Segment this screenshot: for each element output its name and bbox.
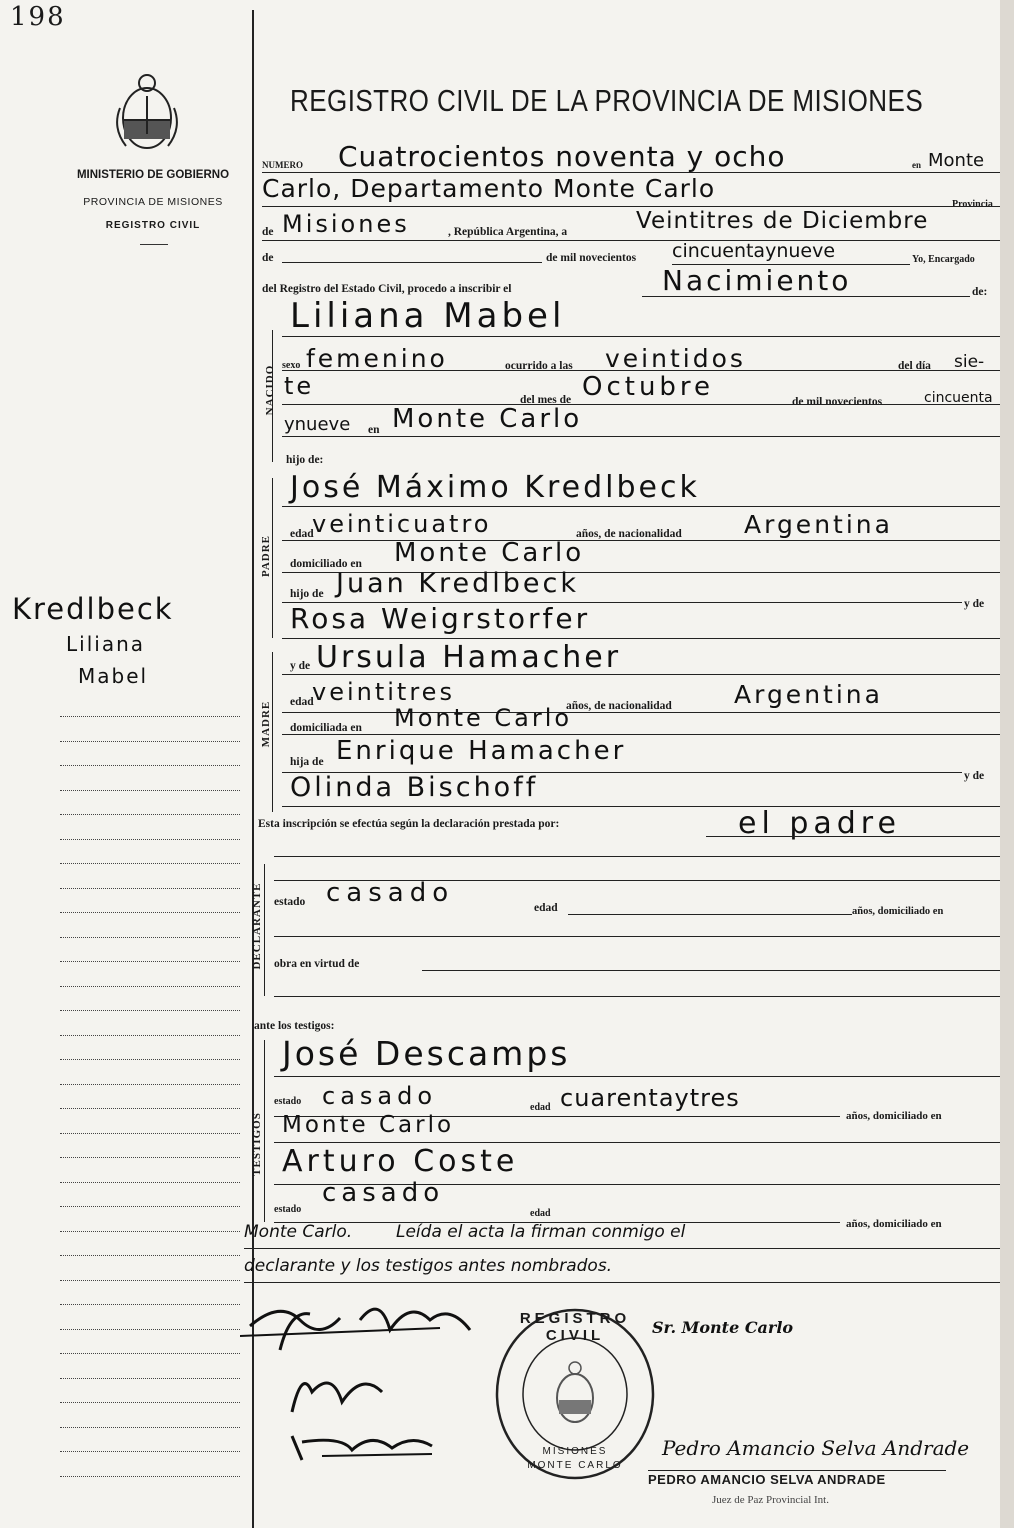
margin-name-2: Mabel: [78, 664, 149, 688]
value-dia-1: sie-: [954, 352, 985, 372]
province-label: PROVINCIA DE MISIONES: [83, 196, 223, 208]
value-sexo: femenino: [306, 344, 448, 373]
seal-city-text: MONTE CARLO: [527, 1460, 623, 1471]
testigo2-estado: casado: [322, 1178, 445, 1208]
margin-line: [60, 888, 240, 889]
margin-line: [60, 1476, 240, 1477]
label-anos-dom-t1: años, domiciliado en: [846, 1110, 942, 1122]
margin-line: [60, 1353, 240, 1354]
label-edad-padre: edad: [290, 528, 314, 540]
label-hijo-de: hijo de:: [286, 454, 324, 466]
seal-top-text: REGISTRO CIVIL: [519, 1310, 631, 1344]
margin-line: [60, 1402, 240, 1403]
value-hora: veintidos: [605, 344, 746, 373]
madre-edad: veintitres: [312, 678, 455, 706]
margin-line: [60, 1255, 240, 1256]
madre-nacionalidad: Argentina: [734, 680, 883, 709]
label-declarante: DECLARANTE: [251, 882, 263, 970]
margin-line: [60, 1157, 240, 1158]
madre-madre: Olinda Bischoff: [290, 772, 539, 803]
label-de-1: de: [262, 226, 274, 238]
label-inscripcion: Esta inscripción se efectúa según la declaración prestada por:: [258, 818, 560, 830]
label-hijo-de-padre: hijo de: [290, 588, 324, 600]
testigo1-nombre: José Descamps: [282, 1034, 571, 1073]
value-anio-nac-2: ynueve: [284, 414, 351, 435]
label-anos-dom-t2: años, domiciliado en: [846, 1218, 942, 1230]
margin-line: [60, 839, 240, 840]
signatory-role: Juez de Paz Provincial Int.: [712, 1494, 829, 1506]
margin-line: [60, 1427, 240, 1428]
value-nombre: Liliana Mabel: [290, 296, 566, 336]
padre-madre: Rosa Weigrstorfer: [290, 602, 591, 635]
cierre-linea-1: Leída el acta la firman conmigo el: [396, 1222, 686, 1242]
margin-line: [60, 1304, 240, 1305]
margin-line: [60, 814, 240, 815]
value-declarante-por: el padre: [738, 806, 901, 841]
value-anio-nac-1: cincuenta: [924, 390, 993, 406]
value-tipo: Nacimiento: [662, 264, 852, 297]
margin-line: [60, 1084, 240, 1085]
margin-line: [60, 1206, 240, 1207]
right-edge: [1000, 0, 1014, 1528]
margin-line: [60, 1133, 240, 1134]
cierre-linea-2: declarante y los testigos antes nombrados.: [244, 1256, 613, 1276]
margin-line: [60, 716, 240, 717]
margin-line: [60, 1108, 240, 1109]
divider: [140, 244, 168, 245]
value-anio: cincuentaynueve: [672, 240, 836, 262]
padre-edad: veinticuatro: [312, 510, 492, 538]
page-number: 198: [10, 2, 66, 32]
label-estado-t2: estado: [274, 1204, 302, 1215]
value-provincia: Misiones: [282, 210, 410, 238]
label-del-registro: del Registro del Estado Civil, procedo a inscribir el: [262, 283, 512, 295]
coat-of-arms-icon: [112, 68, 182, 163]
margin-line: [60, 912, 240, 913]
testigo2-domicilio: Monte Carlo.: [244, 1222, 353, 1242]
value-lugar-2: Carlo, Departamento Monte Carlo: [262, 174, 716, 203]
padre-nacionalidad: Argentina: [744, 510, 893, 539]
label-provincia: Provincia: [952, 199, 993, 210]
label-domiciliado-padre: domiciliado en: [290, 558, 362, 570]
value-estado-declarante: casado: [326, 878, 455, 908]
value-lugar-nac: Monte Carlo: [392, 404, 583, 434]
label-anos-dom-declarante: años, domiciliado en: [852, 906, 944, 917]
label-anos-nac-madre: años, de nacionalidad: [566, 700, 672, 712]
label-de-colon: de:: [972, 286, 988, 298]
value-lugar-1: Monte: [928, 150, 985, 171]
margin-line: [60, 1035, 240, 1036]
margin-line: [60, 986, 240, 987]
signatory-name: PEDRO AMANCIO SELVA ANDRADE: [648, 1472, 886, 1487]
margin-line: [60, 765, 240, 766]
margin-line: [60, 1451, 240, 1452]
label-republica: , República Argentina, a: [448, 226, 568, 238]
office-label: REGISTRO CIVIL: [105, 220, 201, 231]
margin-line: [60, 1010, 240, 1011]
registro-civil-seal: [492, 1306, 658, 1482]
label-ante-testigos: ante los testigos:: [254, 1020, 335, 1032]
signature-testigo-2: [282, 1416, 452, 1466]
padre-nombre: José Máximo Kredlbeck: [290, 470, 700, 505]
margin-line: [60, 1280, 240, 1281]
value-dia-2: te: [284, 372, 315, 400]
label-de-2: de: [262, 252, 274, 264]
label-nacido: NACIDO: [264, 364, 276, 416]
label-numero: NUMERO: [262, 160, 303, 170]
seal-bottom-text: MISIONES: [542, 1446, 608, 1457]
label-edad-madre: edad: [290, 696, 314, 708]
testigo2-nombre: Arturo Coste: [282, 1144, 519, 1179]
label-del-mes: del mes de: [520, 394, 572, 406]
label-edad-declarante: edad: [534, 902, 558, 914]
margin-line: [60, 1059, 240, 1060]
padre-padre: Juan Kredlbeck: [336, 568, 580, 599]
label-en-nac: en: [368, 424, 380, 436]
label-domiciliada-madre: domiciliada en: [290, 722, 362, 734]
testigo1-edad: cuarentaytres: [560, 1084, 740, 1112]
margin-surname: Kredlbeck: [12, 592, 174, 626]
margin-line: [60, 1182, 240, 1183]
margin-line: [60, 1231, 240, 1232]
testigo1-domicilio: Monte Carlo: [282, 1112, 455, 1138]
madre-domicilio: Monte Carlo: [394, 704, 573, 732]
label-y-de-madre-2: y de: [964, 770, 985, 782]
label-estado-t1: estado: [274, 1096, 302, 1107]
label-en: en: [912, 160, 921, 170]
padre-domicilio: Monte Carlo: [394, 538, 585, 568]
testigo1-estado: casado: [322, 1082, 438, 1110]
ministry-label: MINISTERIO DE GOBIERNO: [76, 169, 230, 181]
value-fecha: Veintitres de Diciembre: [636, 208, 929, 234]
signature-testigo-1: [272, 1362, 402, 1422]
madre-nombre: Ursula Hamacher: [316, 640, 622, 675]
label-madre: MADRE: [260, 700, 272, 748]
page-title: REGISTRO CIVIL DE LA PROVINCIA DE MISIONES: [290, 83, 924, 118]
label-y-de-madre: y de: [290, 660, 311, 672]
signature-declarante: [240, 1290, 490, 1360]
label-obra: obra en virtud de: [274, 958, 360, 970]
signature-note: Sr. Monte Carlo: [652, 1318, 794, 1337]
label-hija-de-madre: hija de: [290, 756, 324, 768]
label-padre: PADRE: [260, 534, 272, 578]
value-numero: Cuatrocientos noventa y ocho: [338, 140, 786, 173]
margin-line: [60, 1378, 240, 1379]
label-de-mil: de mil novecientos: [546, 252, 637, 264]
margin-line: [60, 741, 240, 742]
label-testigos: TESTIGOS: [251, 1112, 263, 1176]
label-y-de-padre: y de: [964, 598, 985, 610]
value-mes: Octubre: [582, 372, 715, 402]
margin-line: [60, 961, 240, 962]
margin-line: [60, 790, 240, 791]
signature-encargado: Pedro Amancio Selva Andrade: [662, 1436, 970, 1460]
margin-name-1: Liliana: [66, 632, 145, 656]
label-ocurrido: ocurrido a las: [505, 360, 573, 372]
margin-line: [60, 1329, 240, 1330]
label-de-mil-nov: de mil novecientos: [792, 396, 883, 408]
madre-padre: Enrique Hamacher: [336, 736, 627, 766]
label-estado-declarante: estado: [274, 896, 306, 908]
label-anos-nac-padre: años, de nacionalidad: [576, 528, 682, 540]
label-yo-encargado: Yo, Encargado: [912, 254, 975, 265]
label-sexo: sexo: [282, 360, 301, 371]
label-del-dia: del día: [898, 360, 931, 372]
margin-line: [60, 863, 240, 864]
label-edad-t2: edad: [530, 1208, 551, 1219]
margin-line: [60, 937, 240, 938]
label-edad-t1: edad: [530, 1102, 551, 1113]
